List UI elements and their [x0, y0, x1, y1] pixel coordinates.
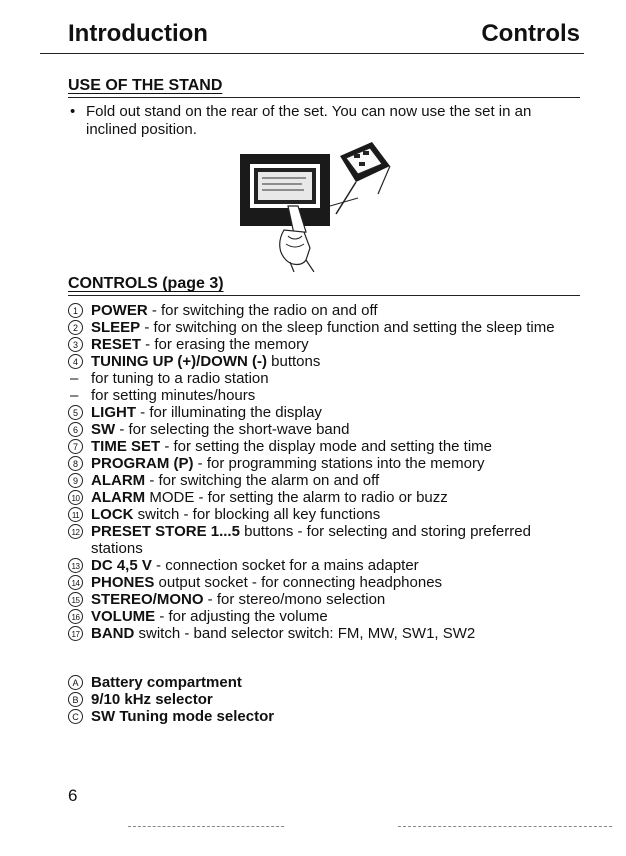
item-desc: for setting minutes/hours [91, 387, 256, 404]
page-header [68, 20, 580, 52]
item-label: 9/10 kHz selector [91, 691, 213, 708]
item-desc: - for selecting the short-wave band [115, 421, 350, 438]
list-item [68, 591, 568, 608]
list-item [68, 489, 568, 506]
item-desc: - for switching the alarm on and off [145, 472, 380, 489]
header-right-title: Controls [481, 20, 580, 47]
item-desc: output socket - for connecting headphones [154, 574, 443, 591]
list-item [68, 506, 568, 523]
letter-badge: A [68, 675, 83, 690]
stand-section-heading [68, 77, 580, 98]
item-label: ALARM [91, 472, 146, 489]
item-desc: - for illuminating the display [136, 404, 322, 421]
item-desc: - connection socket for a mains adapter [151, 557, 419, 574]
list-item [68, 691, 568, 708]
page-number: 6 [68, 786, 78, 805]
number-badge: 5 [68, 405, 83, 420]
list-item [68, 557, 568, 574]
extras-list [68, 674, 568, 725]
number-badge: 14 [68, 575, 83, 590]
number-badge: 11 [68, 507, 83, 522]
list-item [68, 574, 568, 591]
item-label: PROGRAM (P) [91, 455, 194, 472]
item-desc: switch - for blocking all key functions [133, 506, 381, 523]
list-item [68, 455, 568, 472]
list-item [68, 387, 568, 404]
dash-marker: – [70, 387, 79, 404]
list-item [68, 608, 568, 625]
item-label: PHONES [91, 574, 155, 591]
item-label: LOCK [91, 506, 134, 523]
item-desc: - for erasing the memory [141, 336, 309, 353]
number-badge: 8 [68, 456, 83, 471]
item-label: POWER [91, 302, 148, 319]
item-label: Battery compartment [91, 674, 242, 691]
controls-list [68, 302, 568, 642]
number-badge: 6 [68, 422, 83, 437]
header-divider [40, 53, 584, 54]
list-item [68, 336, 568, 353]
bullet-dot-icon: • [70, 103, 76, 120]
item-desc: switch - band selector switch: FM, MW, SW1, SW2 [134, 625, 476, 642]
item-desc: - for programming stations into the memory [193, 455, 485, 472]
list-item [68, 523, 568, 557]
number-badge: 1 [68, 303, 83, 318]
item-desc: - for stereo/mono selection [203, 591, 386, 608]
item-label: STEREO/MONO [91, 591, 204, 608]
number-badge: 3 [68, 337, 83, 352]
header-left-title: Introduction [68, 20, 208, 47]
number-badge: 12 [68, 524, 83, 539]
item-label: TUNING UP (+)/DOWN (-) [91, 353, 267, 370]
list-item [68, 302, 568, 319]
item-desc: buttons [266, 353, 321, 370]
list-item [68, 421, 568, 438]
item-desc: MODE - for setting the alarm to radio or buzz [145, 489, 448, 506]
item-label: TIME SET [91, 438, 161, 455]
number-badge: 7 [68, 439, 83, 454]
stand-bullet-text: Fold out stand on the rear of the set. You can now use the set in an inclined position. [86, 103, 532, 138]
number-badge: 9 [68, 473, 83, 488]
number-badge: 16 [68, 609, 83, 624]
list-item [68, 353, 568, 370]
controls-section-heading [68, 275, 580, 296]
item-desc: - for adjusting the volume [155, 608, 328, 625]
letter-badge: C [68, 709, 83, 724]
item-label: PRESET STORE 1...5 [91, 523, 240, 540]
list-item [68, 404, 568, 421]
item-desc: - for switching on the sleep function and setting the sleep time [140, 319, 555, 336]
list-item [68, 674, 568, 691]
list-item [68, 625, 568, 642]
item-label: SLEEP [91, 319, 141, 336]
number-badge: 13 [68, 558, 83, 573]
item-label: DC 4,5 V [91, 557, 152, 574]
list-item [68, 708, 568, 725]
item-desc: - for switching the radio on and off [147, 302, 378, 319]
item-label: VOLUME [91, 608, 156, 625]
stand-section-divider [68, 97, 580, 98]
item-label: RESET [91, 336, 142, 353]
item-label: BAND [91, 625, 135, 642]
number-badge: 10 [68, 490, 83, 505]
number-badge: 2 [68, 320, 83, 335]
list-item [68, 472, 568, 489]
item-label: SW [91, 421, 116, 438]
footer-scan-line [398, 826, 612, 827]
footer-scan-line [128, 826, 284, 827]
item-label: SW Tuning mode selector [91, 708, 275, 725]
dash-marker: – [70, 370, 79, 387]
item-desc: for tuning to a radio station [91, 370, 269, 387]
stand-section-title: USE OF THE STAND [68, 77, 223, 94]
stand-illustration [232, 136, 394, 272]
item-label: LIGHT [91, 404, 136, 421]
controls-section-title: CONTROLS (page 3) [68, 275, 224, 292]
list-item [68, 438, 568, 455]
number-badge: 4 [68, 354, 83, 369]
item-desc: - for setting the display mode and setting the time [160, 438, 493, 455]
controls-section-divider [68, 295, 580, 296]
number-badge: 17 [68, 626, 83, 641]
letter-badge: B [68, 692, 83, 707]
item-desc: buttons - for selecting and storing preferred stations [91, 523, 531, 557]
list-item [68, 370, 568, 387]
item-label: ALARM [91, 489, 146, 506]
number-badge: 15 [68, 592, 83, 607]
list-item [68, 319, 568, 336]
